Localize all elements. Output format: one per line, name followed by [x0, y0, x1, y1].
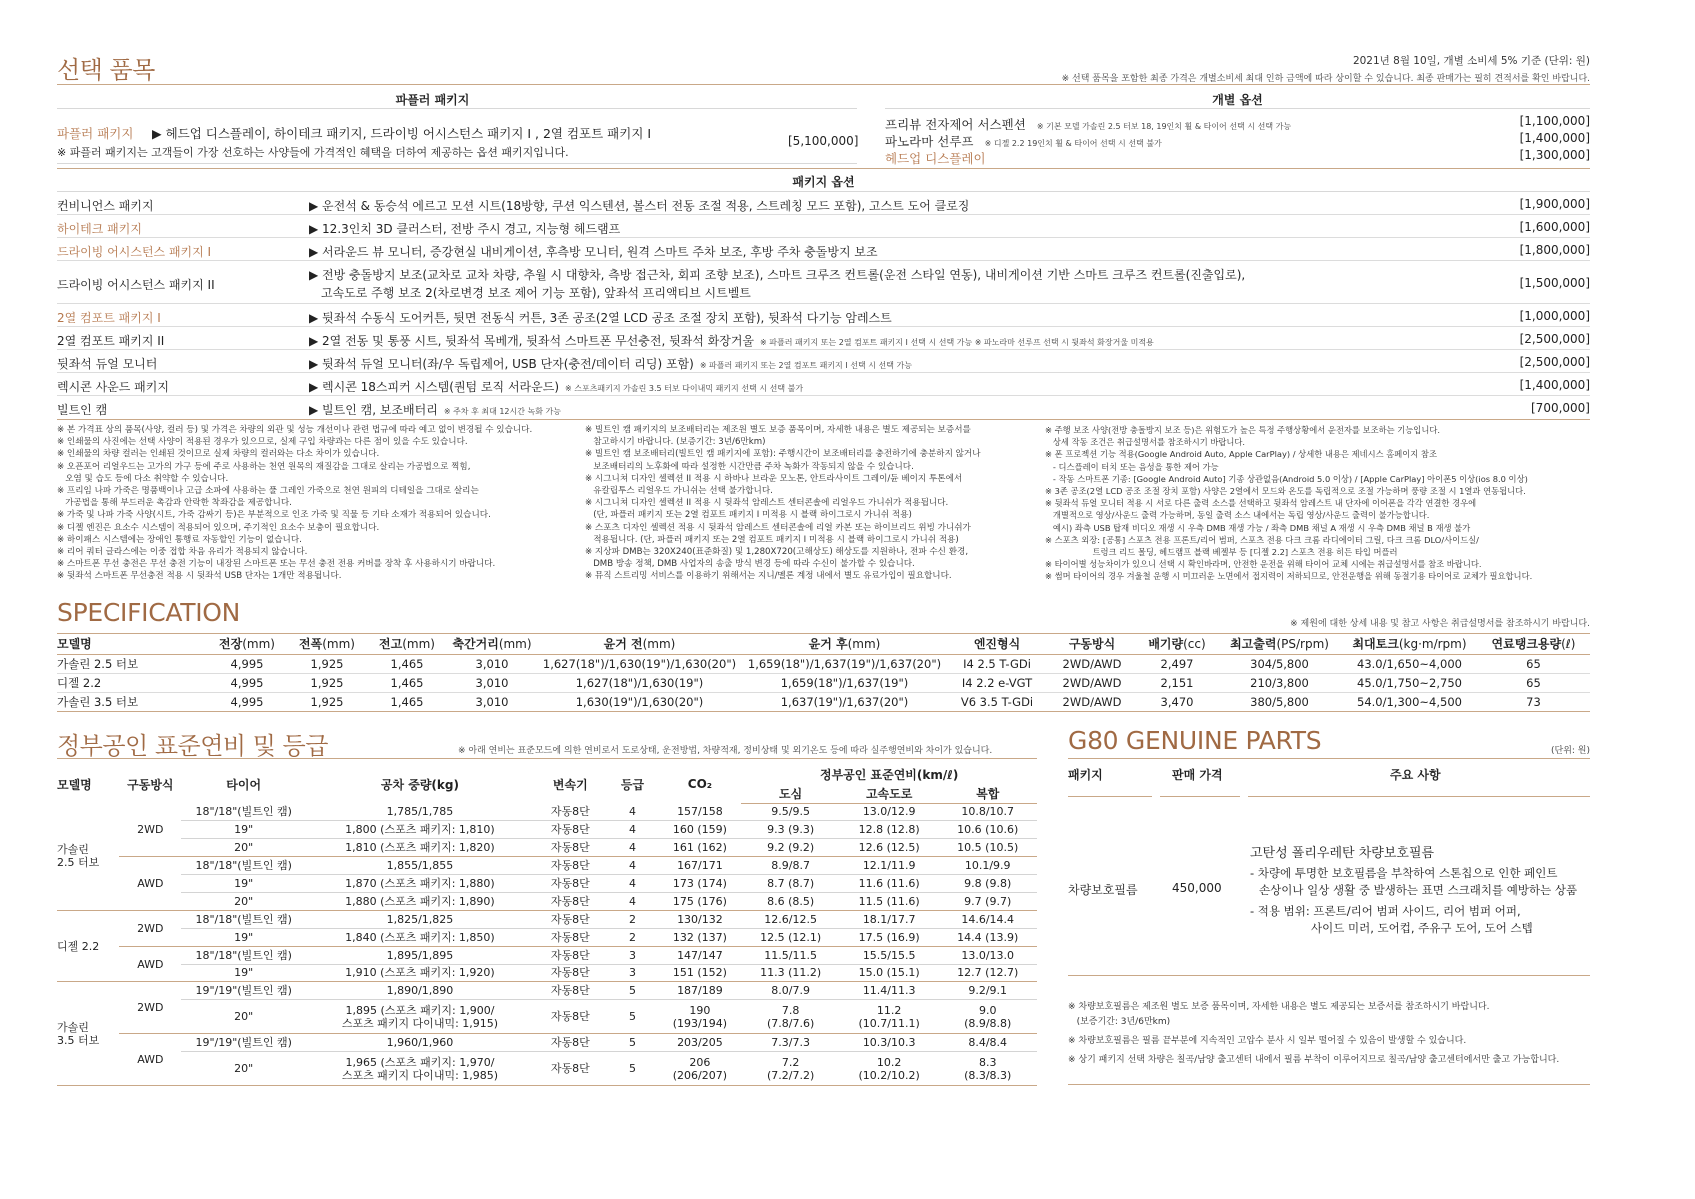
fuel-cell: 18"/18"(빌트인 캠)	[181, 946, 305, 964]
fuel-cell: 자동8단	[534, 1000, 607, 1034]
fuel-cell: 1,965 (스포츠 패키지: 1,970/ 스포츠 패키지 다이내믹: 1,985)	[306, 1052, 534, 1086]
fuel-cell: 19"	[181, 964, 305, 982]
fuel-cell: 8.6 (8.5)	[741, 892, 840, 910]
spec-cell: 가솔린 2.5 터보	[57, 654, 207, 673]
fuel-cell: 11.4/11.3	[840, 982, 939, 1000]
fuel-cell: 1,960/1,960	[306, 1034, 534, 1052]
fuel-row	[57, 892, 1037, 910]
fuel-col-header: 모델명	[57, 777, 92, 792]
fuel-drive-cell: 2WD	[119, 910, 181, 946]
fuel-cell: 1,895 (스포츠 패키지: 1,900/ 스포츠 패키지 다이내믹: 1,915)	[306, 1000, 534, 1034]
fuel-row	[57, 1000, 1037, 1034]
fuel-cell: 8.0/7.9	[741, 982, 840, 1000]
individual-option: 파노라마 선루프 ※ 디젤 2.2 19인치 휠 & 타이어 선택 시 선택 불가 [1,400,000]	[885, 131, 1590, 149]
fuel-cell: 자동8단	[534, 875, 607, 893]
fuel-row	[57, 1034, 1037, 1052]
notes-col-1: ※ 본 가격표 상의 품목(사양, 컬러 등) 및 가격은 차량의 외관 및 성능 개선이나 관련 법규에 따라 예고 없이 변경될 수 있습니다. ※ 인쇄물의 사진에는 선택 사양이 적용된 경우가 있으므로, 실제 구입 차량과는 다른 점이 있을 수도 있습니다. ※ 인쇄물의 차량 컬러는 인쇄된 것이므로 실제 차량의 컬러와는 다소 차이가 있습니다. ※ 오픈포어 리얼우드는 고가의 가구 등에 주로 사용하는 천연 원목의 재질감을 그대로 살리는 가공법으로 찍힘, 오염 및 습도 등에 다소 취약할 수 있습니다. ※ 프리임 나파 가죽은 명품백이나 고급 소파에 사용하는 풀 그레인 가죽으로 천연 원피의 디테일을 그대로 살리는 가공법을 통해 부드러운 촉감과 안락한 착좌감을 제공합니다. ※ 가죽 및 나파 가죽 사양(시트, 가죽 감싸기 등)은 부분적으로 인조 가죽 및 직물 등 기타 소재가 적용되어 있습니다. ※ 디젤 엔진은 요소수 시스템이 적용되어 있으며, 주기적인 요소수 보충이 필요합니다. ※ 하이패스 시스템에는 장애인 통행료 자동할인 기능이 없습니다. ※ 리어 쿼터 글라스에는 이중 접합 차음 유리가 적용되지 않습니다. ※ 스마트폰 무선 충전은 무선 충전 기능이 내장된 스마트폰 또는 무선 충전 전용 커버를 장착 후 사용하시기 바랍니다. ※ 뒷좌석 스마트폰 무선충전 적용 시 뒷좌석 USB 단자는 1개만 적용됩니다.	[57, 425, 533, 582]
spec-cell: 380/5,800	[1217, 692, 1342, 711]
fuel-cell: 20"	[181, 1000, 305, 1034]
package-row: 드라이빙 어시스턴스 패키지 I ▶ 서라운드 뷰 모니터, 증강현실 내비게이션, 후측방 모니터, 원격 스마트 주차 보조, 후방 주차 충돌방지 보조 [1,800,000]	[57, 239, 1590, 261]
individual-header: 개별 옵션	[1212, 93, 1263, 107]
spec-cell: 65	[1477, 673, 1590, 692]
spec-cell: 1,925	[287, 692, 367, 711]
parts-col-header: 주요 사항	[1390, 768, 1441, 782]
spec-cell: 1,627(18")/1,630(19")/1,630(20")	[537, 654, 742, 673]
fuel-cell: 20"	[181, 892, 305, 910]
fuel-cell: 1,895/1,895	[306, 946, 534, 964]
options-title: 선택 품목	[57, 56, 155, 84]
spec-col-header: 윤거 후(mm)	[742, 634, 947, 654]
package-row: 렉시콘 사운드 패키지 ▶ 렉시콘 18스피커 시스템(퀀텀 로직 서라운드) ※ 스포츠패키지 가솔린 3.5 터보 다이내믹 패키지 선택 시 선택 불가 [1,400,000]	[57, 374, 1590, 396]
fuel-col-header: 정부공인 표준연비(km/ℓ)	[819, 768, 959, 782]
fuel-cell: 161 (162)	[658, 839, 741, 857]
fuel-cell: 12.7 (12.7)	[938, 964, 1037, 982]
fuel-cell: 3	[607, 964, 659, 982]
fuel-cell: 4	[607, 821, 659, 839]
fuel-cell: 자동8단	[534, 946, 607, 964]
spec-cell: 4,995	[207, 692, 287, 711]
spec-col-header: 연료탱크용량(ℓ)	[1477, 634, 1590, 654]
spec-cell: I4 2.2 e-VGT	[947, 673, 1047, 692]
spec-col-header: 전장(mm)	[207, 634, 287, 654]
fuel-cell: 9.7 (9.7)	[938, 892, 1037, 910]
fuel-cell: 19"	[181, 928, 305, 946]
fuel-cell: 8.9/8.7	[741, 857, 840, 875]
spec-cell: 210/3,800	[1217, 673, 1342, 692]
spec-cell: 1,925	[287, 673, 367, 692]
fuel-cell: 2	[607, 928, 659, 946]
fuel-cell: 14.4 (13.9)	[938, 928, 1037, 946]
fuel-drive-cell: AWD	[119, 946, 181, 982]
spec-header-row	[57, 634, 1590, 654]
spec-cell: 1,925	[287, 654, 367, 673]
fuel-cell: 1,890/1,890	[306, 982, 534, 1000]
spec-cell: 3,470	[1137, 692, 1217, 711]
spec-cell: 3,010	[447, 654, 537, 673]
fuel-col-header: 도심	[741, 784, 840, 803]
fuel-cell: 11.2 (10.7/11.1)	[840, 1000, 939, 1034]
fuel-cell: 19"	[181, 875, 305, 893]
spec-row	[57, 654, 1590, 673]
fuel-col-header: 타이어	[226, 777, 262, 792]
spec-cell: 가솔린 3.5 터보	[57, 692, 207, 711]
notes-col-2: ※ 빌트인 캠 패키지의 보조배터리는 제조원 별도 보증 품목이며, 자세한 내용은 별도 제공되는 보증서를 참고하시기 바랍니다. (보증기간: 3년/6만km) ※ 빌트인 캠 보조배터리(빌트인 캠 패키지에 포함): 주행시간이 보조배터리를 충전하기에 충분하지 않거나 보조배터리의 노후화에 따라 설정한 시간만큼 주차 녹화가 작동되지 않을 수 있습니다. ※ 시그니쳐 디자인 셀렉션 II 적용 시 하바나 브라운 모노톤, 안트라사이트 그레이/듄 베이지 투톤에서 유칼립투스 리얼우드 가니쉬는 선택 불가합니다. ※ 시그니쳐 디자인 셀렉션 II 적용 시 뒷좌석 암레스트 센터콘솔에 리얼우드 가니쉬가 적용됩니다. (단, 파플러 패키지 또는 2열 컴포트 패키지 I 미적용 시 블랙 하이그로시 가니쉬 적용) ※ 스포츠 디자인 셀렉션 적용 시 뒷좌석 암레스트 센터콘솔에 리얼 카본 또는 하이브리드 위빙 가니쉬가 적용됩니다. (단, 파플러 패키지 또는 2열 컴포트 패키지 I 미적용 시 블랙 하이그로시 가니쉬 적용) ※ 지상파 DMB는 320X240(표준화질) 및 1,280X720(고해상도) 해상도를 지원하나, 전파 수신 환경, DMB 방송 정책, DMB 사업자의 송출 방식 변경 등에 따라 수신이 불가할 수 있습니다. ※ 뮤직 스트리밍 서비스를 이용하기 위해서는 지니/멜론 계정 내에서 별도 유료가입이 필요합니다.	[585, 425, 981, 582]
spec-col-header: 전폭(mm)	[287, 634, 367, 654]
fuel-row	[57, 1052, 1037, 1086]
fuel-row	[57, 839, 1037, 857]
fuel-cell: 1,800 (스포츠 패키지: 1,810)	[306, 821, 534, 839]
spec-cell: 2,151	[1137, 673, 1217, 692]
fuel-cell: 10.1/9.9	[938, 857, 1037, 875]
fuel-drive-cell: 2WD	[119, 803, 181, 857]
fuel-row	[57, 857, 1037, 875]
spec-cell: 2WD/AWD	[1047, 654, 1137, 673]
fuel-col-header: 구동방식	[127, 777, 174, 792]
fuel-cell: 167/171	[658, 857, 741, 875]
fuel-cell: 175 (176)	[658, 892, 741, 910]
package-row: 2열 컴포트 패키지 II ▶ 2열 전동 및 통풍 시트, 뒷좌석 목베개, 뒷좌석 스마트폰 무선충전, 뒷좌석 화장거울 ※ 파플러 패키지 또는 2열 컴포트 패키지 I 선택 시 선택 가능 ※ 파노라마 선루프 선택 시 뒷좌석 화장거울 미적용 [2,500,000]	[57, 328, 1590, 350]
fuel-cell: 17.5 (16.9)	[840, 928, 939, 946]
fuel-row	[57, 946, 1037, 964]
parts-item-line: - 차량에 투명한 보호필름을 부착하여 스톤칩으로 인한 페인트	[1250, 866, 1558, 880]
fuel-cell: 12.1/11.9	[840, 857, 939, 875]
package-row: 컨비니언스 패키지 ▶ 운전석 & 동승석 에르고 모션 시트(18방향, 쿠션 익스텐션, 볼스터 전동 조절 적용, 스트레칭 모드 포함), 고스트 도어 클로징 [1,900,000]	[57, 193, 1590, 215]
fuel-cell: 4	[607, 892, 659, 910]
spec-col-header: 전고(mm)	[367, 634, 447, 654]
package-row: 빌트인 캠 ▶ 빌트인 캠, 보조배터리 ※ 주차 후 최대 12시간 녹화 가능 [700,000]	[57, 401, 1590, 417]
parts-col-header: 판매 가격	[1172, 768, 1223, 782]
fuel-cell: 13.0/12.9	[840, 803, 939, 821]
fuel-cell: 19"	[181, 821, 305, 839]
individual-option: 헤드업 디스플레이 [1,300,000]	[885, 148, 1590, 166]
spec-cell: 304/5,800	[1217, 654, 1342, 673]
fuel-cell: 1,870 (스포츠 패키지: 1,880)	[306, 875, 534, 893]
fuel-cell: 9.2/9.1	[938, 982, 1037, 1000]
parts-col-header: 패키지	[1068, 768, 1103, 782]
fuel-cell: 173 (174)	[658, 875, 741, 893]
partner-name: 파플러 패키지	[57, 126, 134, 141]
spec-cell: 43.0/1,650~4,000	[1342, 654, 1477, 673]
fuel-cell: 132 (137)	[658, 928, 741, 946]
spec-cell: I4 2.5 T-GDi	[947, 654, 1047, 673]
partner-desc: ▶ 헤드업 디스플레이, 하이테크 패키지, 드라이빙 어시스턴스 패키지 I , 2열 컴포트 패키지 I	[152, 126, 652, 141]
individual-options	[885, 114, 1590, 165]
spec-cell: 1,627(18")/1,630(19")	[537, 673, 742, 692]
package-row: 2열 컴포트 패키지 I ▶ 뒷좌석 수동식 도어커튼, 뒷면 전동식 커튼, 3존 공조(2열 LCD 공조 조절 장치 포함), 뒷좌석 다기능 암레스트 [1,000,000]	[57, 305, 1590, 327]
spec-cell: 65	[1477, 654, 1590, 673]
fuel-cell: 5	[607, 1052, 659, 1086]
fuel-cell: 자동8단	[534, 857, 607, 875]
spec-row	[57, 673, 1590, 692]
fuel-cell: 206 (206/207)	[658, 1052, 741, 1086]
fuel-cell: 자동8단	[534, 803, 607, 821]
parts-item-line: - 적용 범위: 프론트/리어 범퍼 사이드, 리어 범퍼 어퍼,	[1250, 904, 1521, 918]
spec-cell: 2,497	[1137, 654, 1217, 673]
notes-col-3: ※ 주행 보조 사양(전방 충돌방지 보조 등)은 위험도가 높은 특정 주행상황에서 운전자를 보조하는 기능입니다. 상세 작동 조건은 취급설명서를 참조하시기 바랍니다. ※ 폰 프로젝션 기능 적용(Google Android Auto, Apple CarPlay) / 상세한 내용은 제네시스 홈페이지 참조 - 디스플레이 터치 또는 음성을 통한 제어 가능 - 작동 스마트폰 기종: [Google Android Auto] 기종 상관없음(Android 5.0 이상) / [Apple CarPlay] 아이폰5 이상(ios 8.0 이상) ※ 3존 공조(2열 LCD 공조 조절 장치 포함) 사양은 2열에서 모드와 온도를 독립적으로 조절 가능하며 풍량 조절 시 1열과 연동됩니다. ※ 뒷좌석 듀얼 모니터 적용 시 서로 다른 출력 소스를 선택하고 뒷좌석 암레스트 내 단자에 이어폰을 각각 연결한 경우에 개별적으로 영상/사운드 출력 가능하며, 동일 출력 소스 내에서는 독립 영상/사운드 출력이 불가능합니다. 예시) 좌측 USB 탑재 비디오 재생 시 우측 DMB 재생 가능 / 좌측 DMB 채널 A 재생 시 우측 DMB 채널 B 재생 불가 ※ 스포츠 외장: [공통] 스포츠 전용 프론트/리어 범퍼, 스포츠 전용 다크 크롬 라디에이터 그릴, 다크 크롬 DLO/사이드실/ 트렁크 리드 몰딩, 헤드램프 블랙 베젤부 등 [디젤 2.2] 스포츠 전용 히든 타입 머플러 ※ 타이어별 성능차이가 있으니 선택 시 확인바라며, 안전한 운전을 위해 타이어 교체 시에는 취급설명서를 참조 바랍니다. ※ 썸머 타이어의 경우 겨울철 운행 시 미끄러운 노면에서 접지력이 저하되므로, 안전운행을 위해 동절기용 타이어로 교체가 필요합니다.	[1045, 425, 1533, 582]
fuel-cell: 2	[607, 910, 659, 928]
fuel-cell: 187/189	[658, 982, 741, 1000]
spec-cell: 1,465	[367, 673, 447, 692]
fuel-cell: 20"	[181, 839, 305, 857]
fuel-row	[57, 910, 1037, 928]
spec-title: SPECIFICATION	[57, 598, 241, 627]
price-note: ※ 선택 품목을 포함한 최종 가격은 개별소비세 최대 인하 금액에 따라 상이할 수 있습니다. 최종 판매가는 필히 견적서를 확인 바랍니다.	[1061, 74, 1590, 84]
fuel-cell: 자동8단	[534, 821, 607, 839]
spec-note: ※ 제원에 대한 상세 내용 및 참고 사항은 취급설명서를 참조하시기 바랍니다.	[1290, 619, 1590, 629]
spec-cell: 4,995	[207, 654, 287, 673]
fuel-cell: 147/147	[658, 946, 741, 964]
fuel-header-row	[57, 765, 1037, 784]
spec-col-header: 축간거리(mm)	[447, 634, 537, 654]
fuel-cell: 9.5/9.5	[741, 803, 840, 821]
spec-cell: 1,637(19")/1,637(20")	[742, 692, 947, 711]
fuel-cell: 자동8단	[534, 1052, 607, 1086]
parts-item-heading: 고탄성 폴리우레탄 차량보호필름	[1250, 846, 1435, 861]
spec-cell: 54.0/1,300~4,500	[1342, 692, 1477, 711]
fuel-col-header: 변속기	[552, 777, 588, 792]
spec-cell: 3,010	[447, 692, 537, 711]
spec-cell: 2WD/AWD	[1047, 692, 1137, 711]
fuel-col-header: CO₂	[687, 777, 713, 791]
fuel-cell: 157/158	[658, 803, 741, 821]
fuel-model-cell: 가솔린 2.5 터보	[57, 803, 119, 910]
fuel-cell: 10.2 (10.2/10.2)	[840, 1052, 939, 1086]
spec-cell: 1,465	[367, 692, 447, 711]
fuel-cell: 자동8단	[534, 964, 607, 982]
spec-col-header: 모델명	[57, 634, 207, 654]
spec-table	[57, 634, 1590, 712]
fuel-cell: 1,910 (스포츠 패키지: 1,920)	[306, 964, 534, 982]
spec-col-header: 엔진형식	[947, 634, 1047, 654]
fuel-cell: 자동8단	[534, 1034, 607, 1052]
spec-cell: 디젤 2.2	[57, 673, 207, 692]
parts-item-line: 사이드 미러, 도어컵, 주유구 도어, 도어 스텝	[1311, 921, 1533, 935]
spec-col-header: 구동방식	[1047, 634, 1137, 654]
fuel-cell: 203/205	[658, 1034, 741, 1052]
fuel-cell: 5	[607, 1000, 659, 1034]
fuel-col-header: 복합	[938, 784, 1037, 803]
fuel-cell: 자동8단	[534, 892, 607, 910]
fuel-col-header: 등급	[620, 777, 645, 792]
fuel-cell: 18"/18"(빌트인 캠)	[181, 857, 305, 875]
partner-price: [5,100,000]	[788, 134, 859, 148]
fuel-cell: 10.6 (10.6)	[938, 821, 1037, 839]
fuel-cell: 11.6 (11.6)	[840, 875, 939, 893]
fuel-cell: 18.1/17.7	[840, 910, 939, 928]
parts-item-line: 손상이나 일상 생활 중 발생하는 표면 스크래치를 예방하는 상품	[1259, 883, 1578, 897]
fuel-model-cell: 가솔린 3.5 터보	[57, 982, 119, 1086]
fuel-drive-cell: AWD	[119, 857, 181, 911]
fuel-cell: 15.5/15.5	[840, 946, 939, 964]
fuel-cell: 자동8단	[534, 928, 607, 946]
parts-item-price: 450,000	[1172, 881, 1222, 895]
fuel-cell: 19"/19"(빌트인 캠)	[181, 1034, 305, 1052]
fuel-row	[57, 964, 1037, 982]
fuel-cell: 9.8 (9.8)	[938, 875, 1037, 893]
date-line: 2021년 8월 10일, 개별 소비세 5% 기준 (단위: 원)	[1352, 55, 1590, 67]
fuel-cell: 151 (152)	[658, 964, 741, 982]
fuel-cell: 7.3/7.3	[741, 1034, 840, 1052]
fuel-cell: 3	[607, 946, 659, 964]
spec-cell: V6 3.5 T-GDi	[947, 692, 1047, 711]
fuel-cell: 8.4/8.4	[938, 1034, 1037, 1052]
fuel-cell: 1,785/1,785	[306, 803, 534, 821]
fuel-cell: 5	[607, 982, 659, 1000]
fuel-row	[57, 821, 1037, 839]
fuel-model-cell: 디젤 2.2	[57, 910, 119, 982]
fuel-note: ※ 아래 연비는 표준모드에 의한 연비로서 도로상태, 운전방법, 차량적재, 정비상태 및 외기온도 등에 따라 실주행연비와 차이가 있습니다.	[458, 746, 993, 756]
spec-cell: 45.0/1,750~2,750	[1342, 673, 1477, 692]
fuel-cell: 9.2 (9.2)	[741, 839, 840, 857]
spec-col-header: 윤거 전(mm)	[537, 634, 742, 654]
fuel-cell: 8.3 (8.3/8.3)	[938, 1052, 1037, 1086]
fuel-drive-cell: 2WD	[119, 982, 181, 1034]
fuel-cell: 12.5 (12.1)	[741, 928, 840, 946]
fuel-cell: 9.0 (8.9/8.8)	[938, 1000, 1037, 1034]
fuel-cell: 20"	[181, 1052, 305, 1086]
fuel-cell: 18"/18"(빌트인 캠)	[181, 910, 305, 928]
fuel-cell: 4	[607, 875, 659, 893]
fuel-title: 정부공인 표준연비 및 등급	[57, 732, 328, 760]
spec-col-header: 최대토크(kg·m/rpm)	[1342, 634, 1477, 654]
fuel-table	[57, 765, 1037, 1086]
fuel-col-header: 공차 중량(kg)	[380, 777, 459, 792]
fuel-cell: 11.5 (11.6)	[840, 892, 939, 910]
fuel-cell: 10.3/10.3	[840, 1034, 939, 1052]
fuel-cell: 1,825/1,825	[306, 910, 534, 928]
fuel-row	[57, 875, 1037, 893]
fuel-cell: 190 (193/194)	[658, 1000, 741, 1034]
package-row: 뒷좌석 듀얼 모니터 ▶ 뒷좌석 듀얼 모니터(좌/우 독립제어, USB 단자(충전/데이터 리딩) 포함) ※ 파플러 패키지 또는 2열 컴포트 패키지 I 선택 시 선택 가능 [2,500,000]	[57, 351, 1590, 373]
fuel-cell: 자동8단	[534, 910, 607, 928]
fuel-cell: 7.2 (7.2/7.2)	[741, 1052, 840, 1086]
fuel-cell: 12.8 (12.8)	[840, 821, 939, 839]
spec-cell: 1,659(18")/1,637(19")/1,637(20")	[742, 654, 947, 673]
fuel-cell: 160 (159)	[658, 821, 741, 839]
fuel-drive-cell: AWD	[119, 1034, 181, 1086]
fuel-cell: 18"/18"(빌트인 캠)	[181, 803, 305, 821]
fuel-cell: 15.0 (15.1)	[840, 964, 939, 982]
spec-cell: 1,659(18")/1,637(19")	[742, 673, 947, 692]
spec-cell: 73	[1477, 692, 1590, 711]
fuel-cell: 1,840 (스포츠 패키지: 1,850)	[306, 928, 534, 946]
fuel-cell: 1,880 (스포츠 패키지: 1,890)	[306, 892, 534, 910]
fuel-cell: 13.0/13.0	[938, 946, 1037, 964]
fuel-cell: 12.6 (12.5)	[840, 839, 939, 857]
parts-title: G80 GENUINE PARTS	[1068, 726, 1322, 755]
partner-note: ※ 파플러 패키지는 고객들이 가장 선호하는 사양들에 가격적인 혜택을 더하여 제공하는 옵션 패키지입니다.	[57, 146, 569, 159]
fuel-cell: 10.5 (10.5)	[938, 839, 1037, 857]
fuel-cell: 자동8단	[534, 982, 607, 1000]
fuel-cell: 9.3 (9.3)	[741, 821, 840, 839]
fuel-cell: 10.8/10.7	[938, 803, 1037, 821]
package-row: 하이테크 패키지 ▶ 12.3인치 3D 클러스터, 전방 주시 경고, 지능형 헤드램프 [1,600,000]	[57, 216, 1590, 238]
spec-row	[57, 692, 1590, 711]
fuel-cell: 1,855/1,855	[306, 857, 534, 875]
individual-option: 프리뷰 전자제어 서스펜션 ※ 기본 모델 가솔린 2.5 터보 18, 19인치 휠 & 타이어 선택 시 선택 가능 [1,100,000]	[885, 114, 1590, 132]
partner-header: 파플러 패키지	[395, 93, 470, 107]
spec-cell: 2WD/AWD	[1047, 673, 1137, 692]
fuel-cell: 4	[607, 803, 659, 821]
package-header: 패키지 옵션	[792, 175, 855, 189]
spec-cell: 3,010	[447, 673, 537, 692]
fuel-col-header: 고속도로	[840, 784, 939, 803]
fuel-cell: 4	[607, 839, 659, 857]
fuel-row	[57, 982, 1037, 1000]
fuel-row	[57, 928, 1037, 946]
fuel-cell: 11.5/11.5	[741, 946, 840, 964]
spec-col-header: 최고출력(PS/rpm)	[1217, 634, 1342, 654]
spec-cell: 4,995	[207, 673, 287, 692]
fuel-cell: 14.6/14.4	[938, 910, 1037, 928]
package-row: 드라이빙 어시스턴스 패키지 II ▶ 전방 충돌방지 보조(교차로 교차 차량, 추월 시 대향차, 측방 접근차, 회피 조향 보조), 스마트 크루즈 컨트롤(운전 스타일 연동), 내비게이션 기반 스마트 크루즈 컨트롤(진출입로), 고속도로 주행 보조 2(차로변경 보조 제어 기능 포함), 앞좌석 프리액티브 시트벨트 [1,500,000]	[57, 262, 1590, 304]
spec-col-header: 배기량(cc)	[1137, 634, 1217, 654]
parts-notes: ※ 차량보호필름은 제조원 별도 보증 품목이며, 자세한 내용은 별도 제공되는 보증서를 참조하시기 바랍니다. (보증기간: 3년/6만km) ※ 차량보호필름은 필름 끝부분에 지속적인 고압수 분사 시 일부 떨어질 수 있음이 발생할 수 있습니다. ※ 상기 패키지 선택 차량은 칠곡/남양 출고센터 내에서 필름 부착이 이루어지므로 칠곡/남양 출고센터에서만 출고 가능합니다.	[1068, 1002, 1560, 1065]
fuel-cell: 11.3 (11.2)	[741, 964, 840, 982]
fuel-cell: 12.6/12.5	[741, 910, 840, 928]
spec-cell: 1,630(19")/1,630(20")	[537, 692, 742, 711]
fuel-cell: 130/132	[658, 910, 741, 928]
fuel-cell: 19"/19"(빌트인 캠)	[181, 982, 305, 1000]
fuel-cell: 4	[607, 857, 659, 875]
fuel-cell: 1,810 (스포츠 패키지: 1,820)	[306, 839, 534, 857]
fuel-row	[57, 803, 1037, 821]
fuel-cell: 7.8 (7.8/7.6)	[741, 1000, 840, 1034]
fuel-cell: 자동8단	[534, 839, 607, 857]
fuel-cell: 8.7 (8.7)	[741, 875, 840, 893]
parts-unit: (단위: 원)	[1551, 746, 1590, 756]
fuel-cell: 5	[607, 1034, 659, 1052]
parts-item-name: 차량보호필름	[1068, 883, 1138, 897]
spec-cell: 1,465	[367, 654, 447, 673]
